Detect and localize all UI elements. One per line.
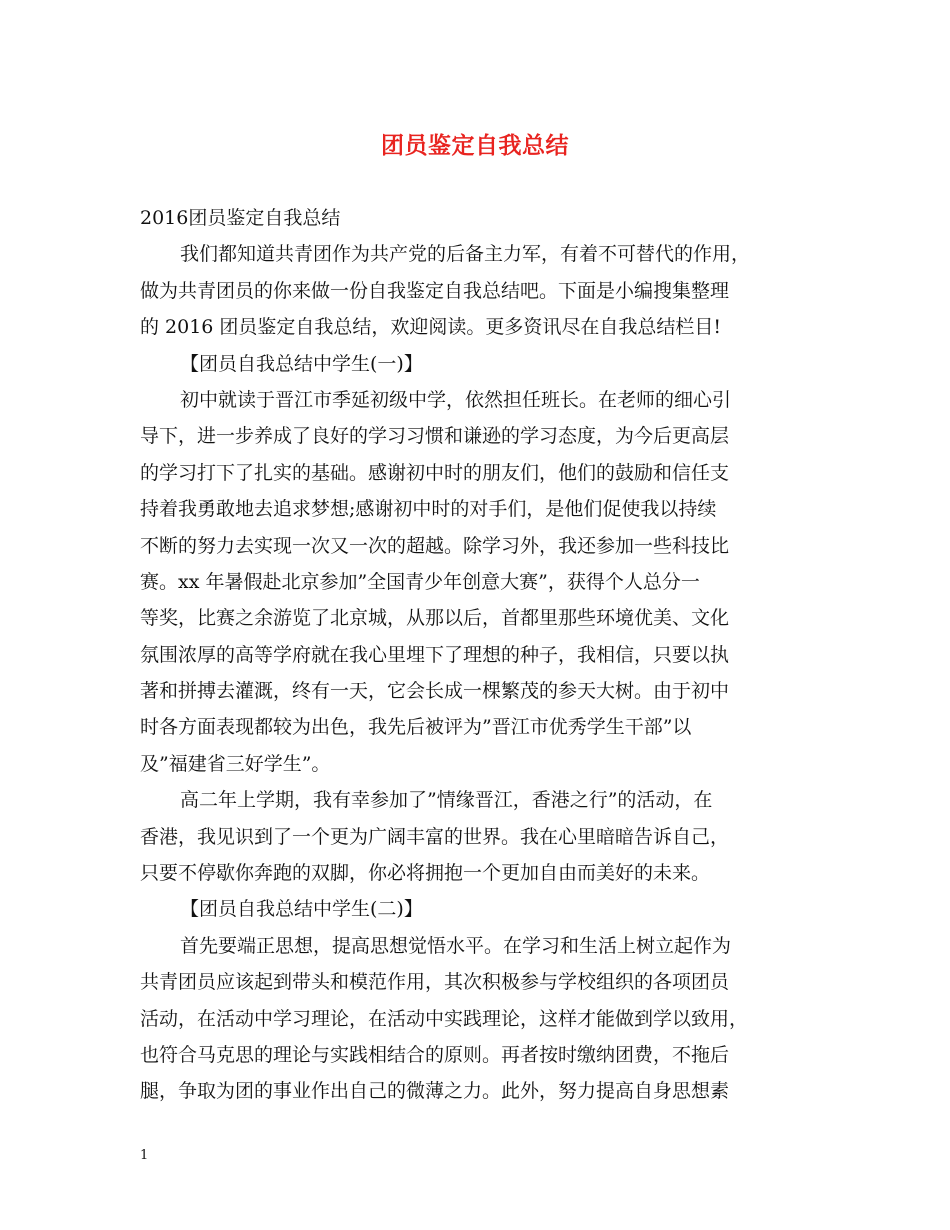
text-line: 不断的努力去实现一次又一次的超越。除学习外，我还参加一些科技比	[140, 534, 730, 557]
text-line: 【团员自我总结中学生(二)】	[180, 898, 423, 921]
text-line: 持着我勇敢地去追求梦想;感谢初中时的对手们，是他们促使我以持续	[140, 498, 717, 521]
document-title: 团员鉴定自我总结	[381, 132, 569, 159]
document-body	[140, 200, 826, 1110]
text-line: 我们都知道共青团作为共产党的后备主力军，有着不可替代的作用，	[180, 243, 751, 266]
text-line: 高二年上学期，我有幸参加了”情缘晋江，香港之行”的活动，在	[180, 789, 713, 812]
text-line: 香港，我见识到了一个更为广阔丰富的世界。我在心里暗暗告诉自己，	[140, 825, 730, 848]
text-line: 首先要端正思想，提高思想觉悟水平。在学习和生活上树立起作为	[180, 934, 732, 957]
text-line: 氛围浓厚的高等学府就在我心里埋下了理想的种子，我相信，只要以执	[140, 643, 730, 666]
text-line: 的 2016 团员鉴定自我总结，欢迎阅读。更多资讯尽在自我总结栏目!	[140, 316, 722, 339]
text-line: 著和拼搏去灌溉，终有一天，它会长成一棵繁茂的参天大树。由于初中	[140, 680, 730, 703]
text-line: 只要不停歇你奔跑的双脚，你必将拥抱一个更加自由而美好的未来。	[140, 862, 711, 885]
text-line: 共青团员应该起到带头和模范作用，其次积极参与学校组织的各项团员	[140, 971, 730, 994]
text-line: 也符合马克思的理论与实践相结合的原则。再者按时缴纳团费，不拖后	[140, 1043, 730, 1066]
text-line: 等奖，比赛之余游览了北京城，从那以后，首都里那些环境优美、文化	[140, 607, 730, 630]
text-line: 的学习打下了扎实的基础。感谢初中时的朋友们，他们的鼓励和信任支	[140, 461, 730, 484]
text-line: 2016团员鉴定自我总结	[140, 207, 341, 229]
text-line: 做为共青团员的你来做一份自我鉴定自我总结吧。下面是小编搜集整理	[140, 279, 730, 302]
text-line: 时各方面表现都较为出色，我先后被评为”晋江市优秀学生干部”以	[140, 716, 692, 739]
text-line: 赛。xx 年暑假赴北京参加”全国青少年创意大赛”，获得个人总分一	[140, 570, 700, 593]
text-line: 初中就读于晋江市季延初级中学，依然担任班长。在老师的细心引	[180, 388, 732, 411]
text-line: 【团员自我总结中学生(一)】	[180, 352, 423, 375]
page-number: 1	[140, 1148, 149, 1163]
text-line: 腿，争取为团的事业作出自己的微薄之力。此外，努力提高自身思想素	[140, 1080, 730, 1103]
text-line: 及”福建省三好学生”。	[140, 752, 331, 775]
text-line: 活动，在活动中学习理论，在活动中实践理论，这样才能做到学以致用，	[140, 1007, 749, 1030]
text-line: 导下，进一步养成了良好的学习习惯和谦逊的学习态度，为今后更高层	[140, 425, 730, 448]
